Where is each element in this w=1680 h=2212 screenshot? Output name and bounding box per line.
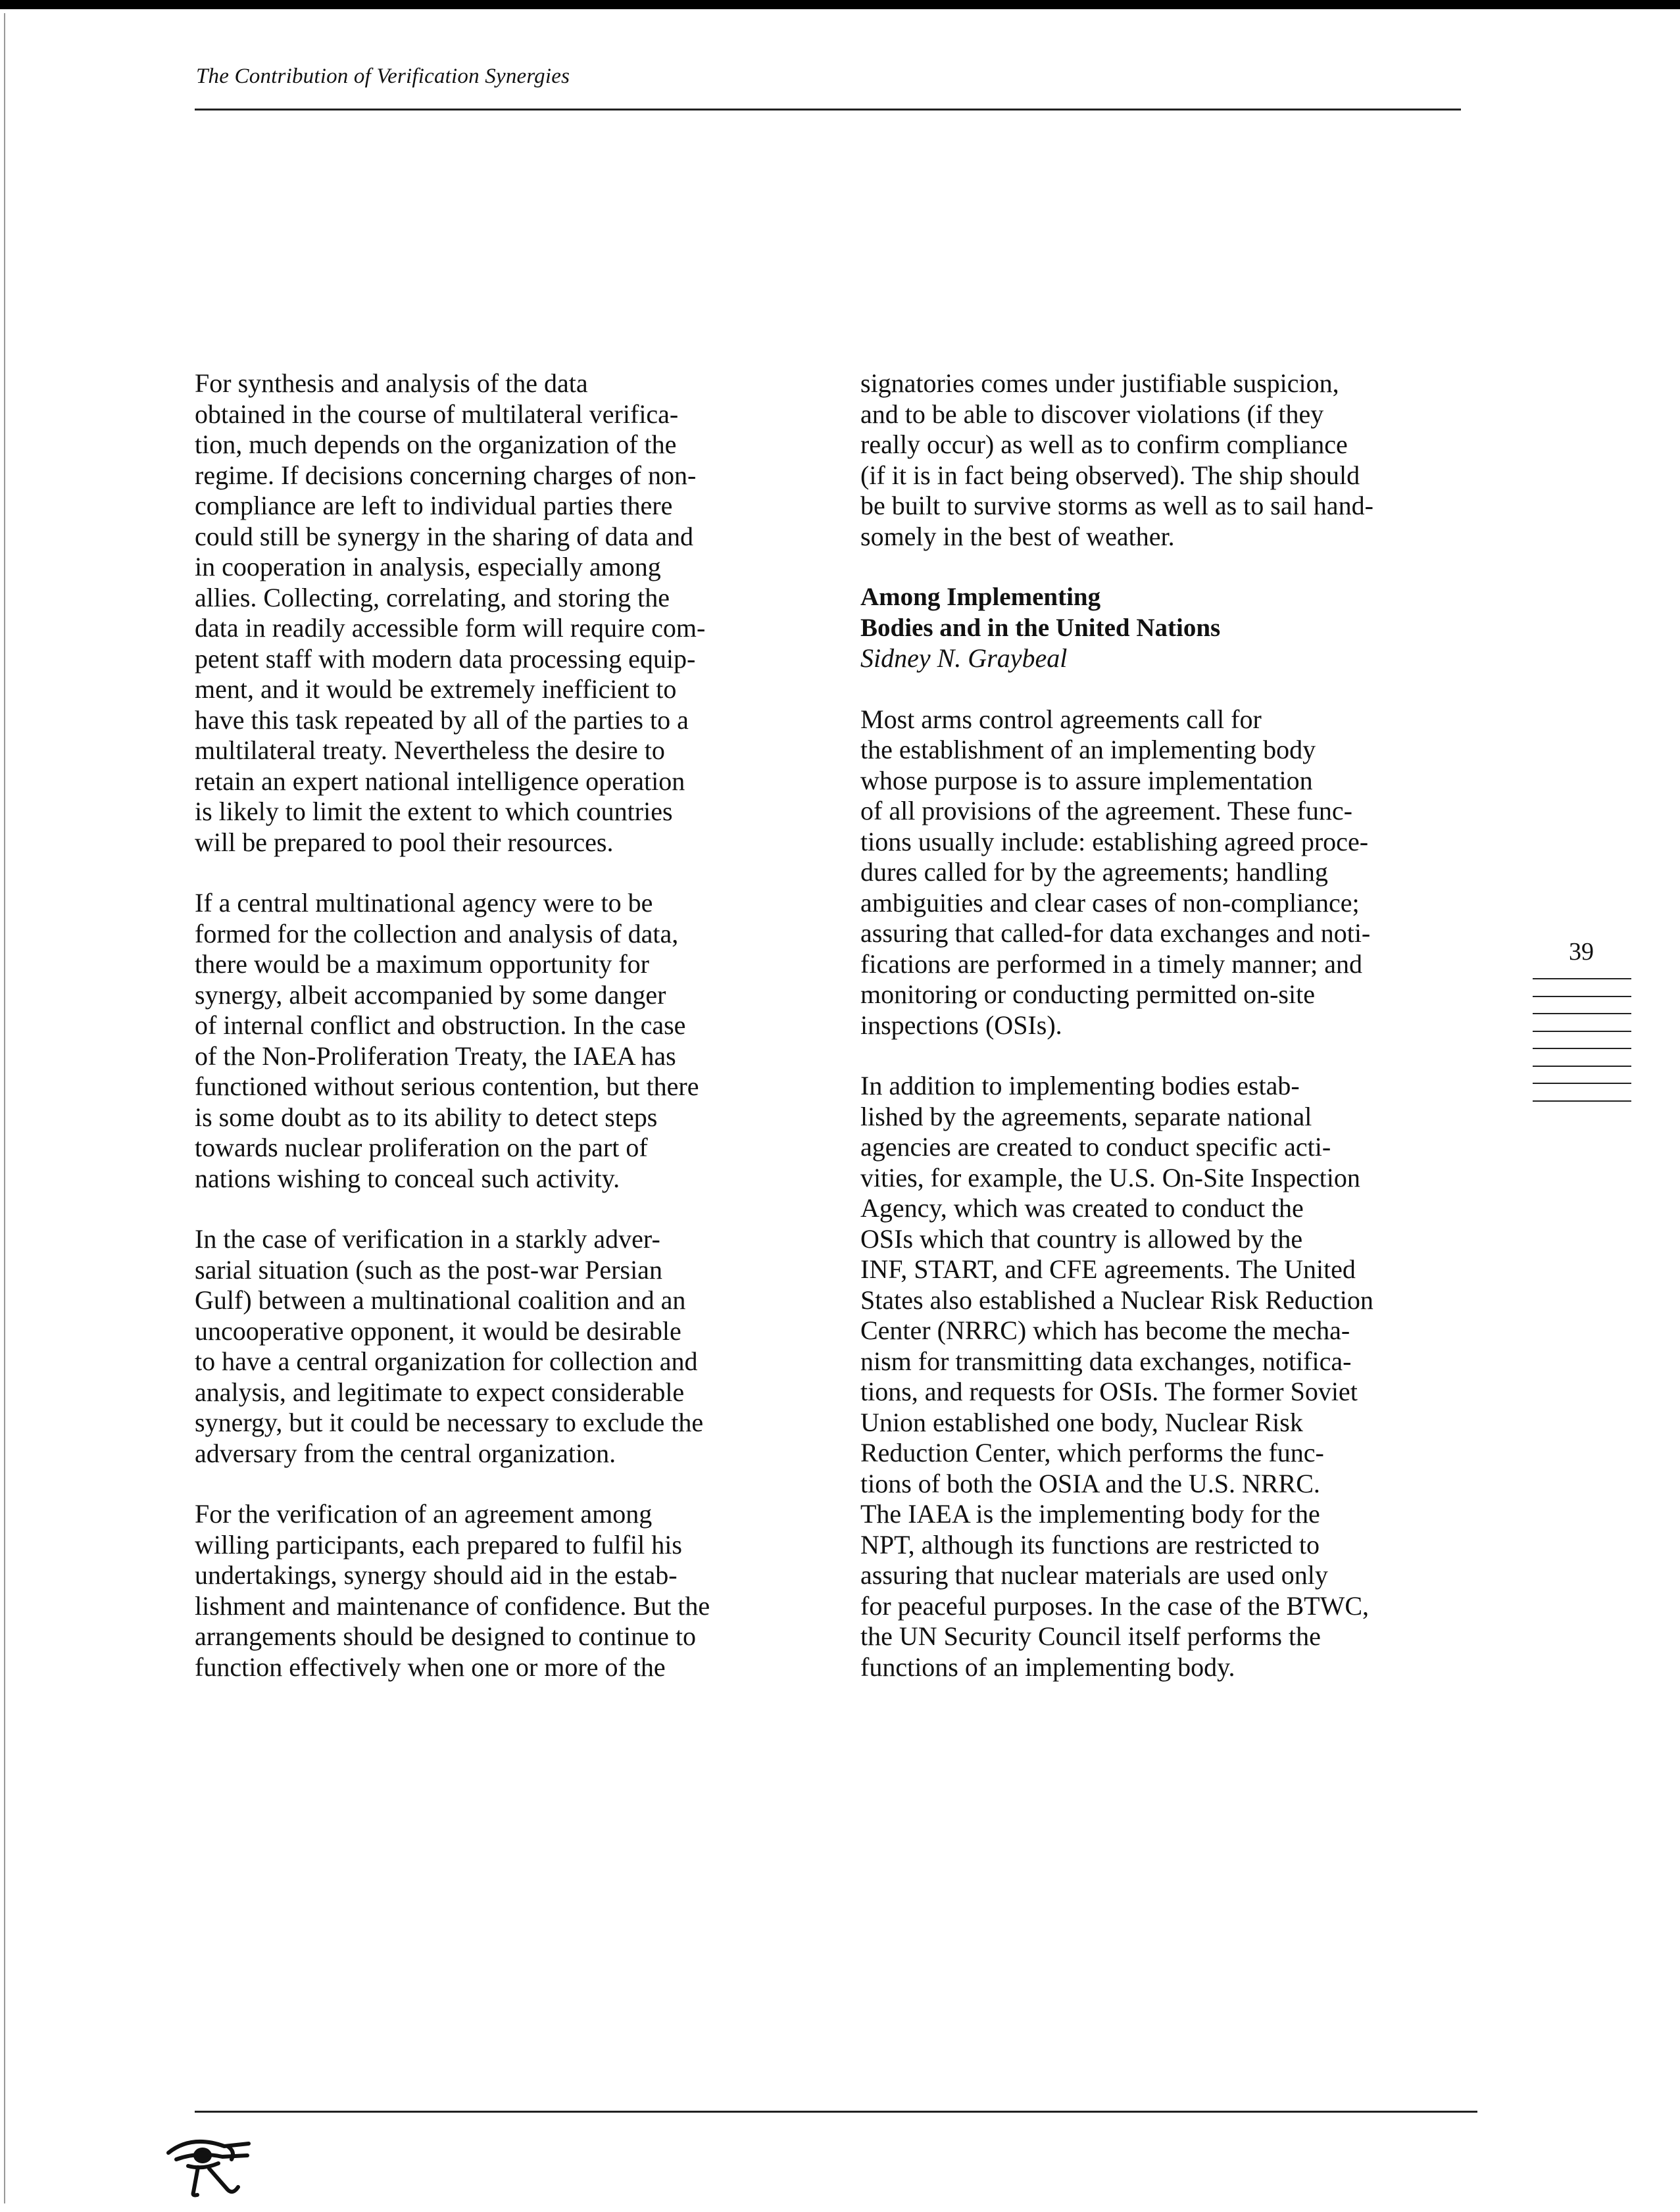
section-author: Sidney N. Graybeal [860, 643, 1068, 673]
margin-rule [1533, 1066, 1631, 1067]
section-heading: Among Implementing Bodies and in the United Nations [860, 583, 1221, 642]
body-paragraph: For the verification of an agreement among willing participants, each prepared to fulfil his undertakings, synergy should aid in the estab- lishment and maintenance of confidence. But the arrangements should be designed to continue to function effectively when one or more of the [195, 1499, 710, 1682]
margin-rule [1533, 1048, 1631, 1049]
margin-rule-stack [1533, 978, 1631, 1118]
body-paragraph: For synthesis and analysis of the data obtained in the course of multilateral verifica- tion, much depends on the organization of the regime. If decisions concerning charges of non- compliance are left to individual parties there could still be synergy in the sharing of data and in cooperation in analysis, especially among allies. Collecting, correlating, and storing the data in readily accessible form will require com- petent staff with modern data processing equip- ment, and it would be extremely inefficient to have this task repeated by all of the parties to a multilateral treaty. Nevertheless the desire to retain an expert national intelligence operation is likely to limit the extent to which countries will be prepared to pool their resources. [195, 368, 706, 857]
page-number: 39 [1569, 938, 1594, 966]
footer-rule [195, 2111, 1477, 2113]
running-head-title: The Contribution of Verification Synergies [196, 64, 570, 88]
scan-top-border [0, 0, 1680, 9]
body-paragraph: Most arms control agreements call for the establishment of an implementing body whose purpose is to assure implementation of all provisions of the agreement. These func- tions usually include: establishing agreed proce- dures called for by the agreements; handling ambiguities and clear cases of non-compliance; assuring that called-for data exchanges and noti- fications are performed in a timely manner; and monitoring or conducting permitted on-site inspections (OSIs). [860, 704, 1371, 1040]
body-paragraph: If a central multinational agency were to be formed for the collection and analysis of data, there would be a maximum opportunity for synergy, albeit accompanied by some danger of internal conflict and obstruction. In the case of the Non-Proliferation Treaty, the IAEA has functioned without serious contention, but there is some doubt as to its ability to detect steps towards nuclear proliferation on the part of nations wishing to conceal such activity. [195, 888, 699, 1193]
continued-paragraph: signatories comes under justifiable suspicion, and to be able to discover violations (if they really occur) as well as to confirm compliance (if it is in fact being observed). The ship should be built to survive storms as well as to sail hand- somely in the best of weather. [860, 368, 1373, 551]
margin-rule [1533, 1031, 1631, 1032]
scan-left-edge [4, 13, 6, 2203]
margin-rule [1533, 996, 1631, 997]
left-column [195, 368, 800, 1713]
body-paragraph: In the case of verification in a starkly adver- sarial situation (such as the post-war Persian Gulf) between a multinational coalition and an uncooperative opponent, it would be desirable to have a central organization for collection and analysis, and legitimate to expect considerable synergy, but it could be necessary to exclude the adversary from the central organization. [195, 1224, 704, 1468]
body-paragraph: In addition to implementing bodies estab- lished by the agreements, separate national agencies are created to conduct specific acti- vities, for example, the U.S. On-Site Inspection Agency, which was created to conduct the OSIs which that country is allowed by the INF, START, and CFE agreements. The United States also established a Nuclear Risk Reduction Center (NRRC) which has become the mecha- nism for transmitting data exchanges, notifica- tions, and requests for OSIs. The former Soviet Union established one body, Nuclear Risk Reduction Center, which performs the func- tions of both the OSIA and the U.S. NRRC. The IAEA is the implementing body for the NPT, although its functions are restricted to assuring that nuclear materials are used only for peaceful purposes. In the case of the BTWC, the UN Security Council itself performs the functions of an implementing body. [860, 1071, 1373, 1682]
right-column [860, 368, 1466, 1713]
margin-rule [1533, 1013, 1631, 1014]
eye-of-horus-icon [162, 2126, 254, 2199]
margin-rule [1533, 978, 1631, 979]
header-rule [195, 109, 1461, 111]
margin-rule [1533, 1100, 1631, 1102]
margin-rule [1533, 1083, 1631, 1084]
